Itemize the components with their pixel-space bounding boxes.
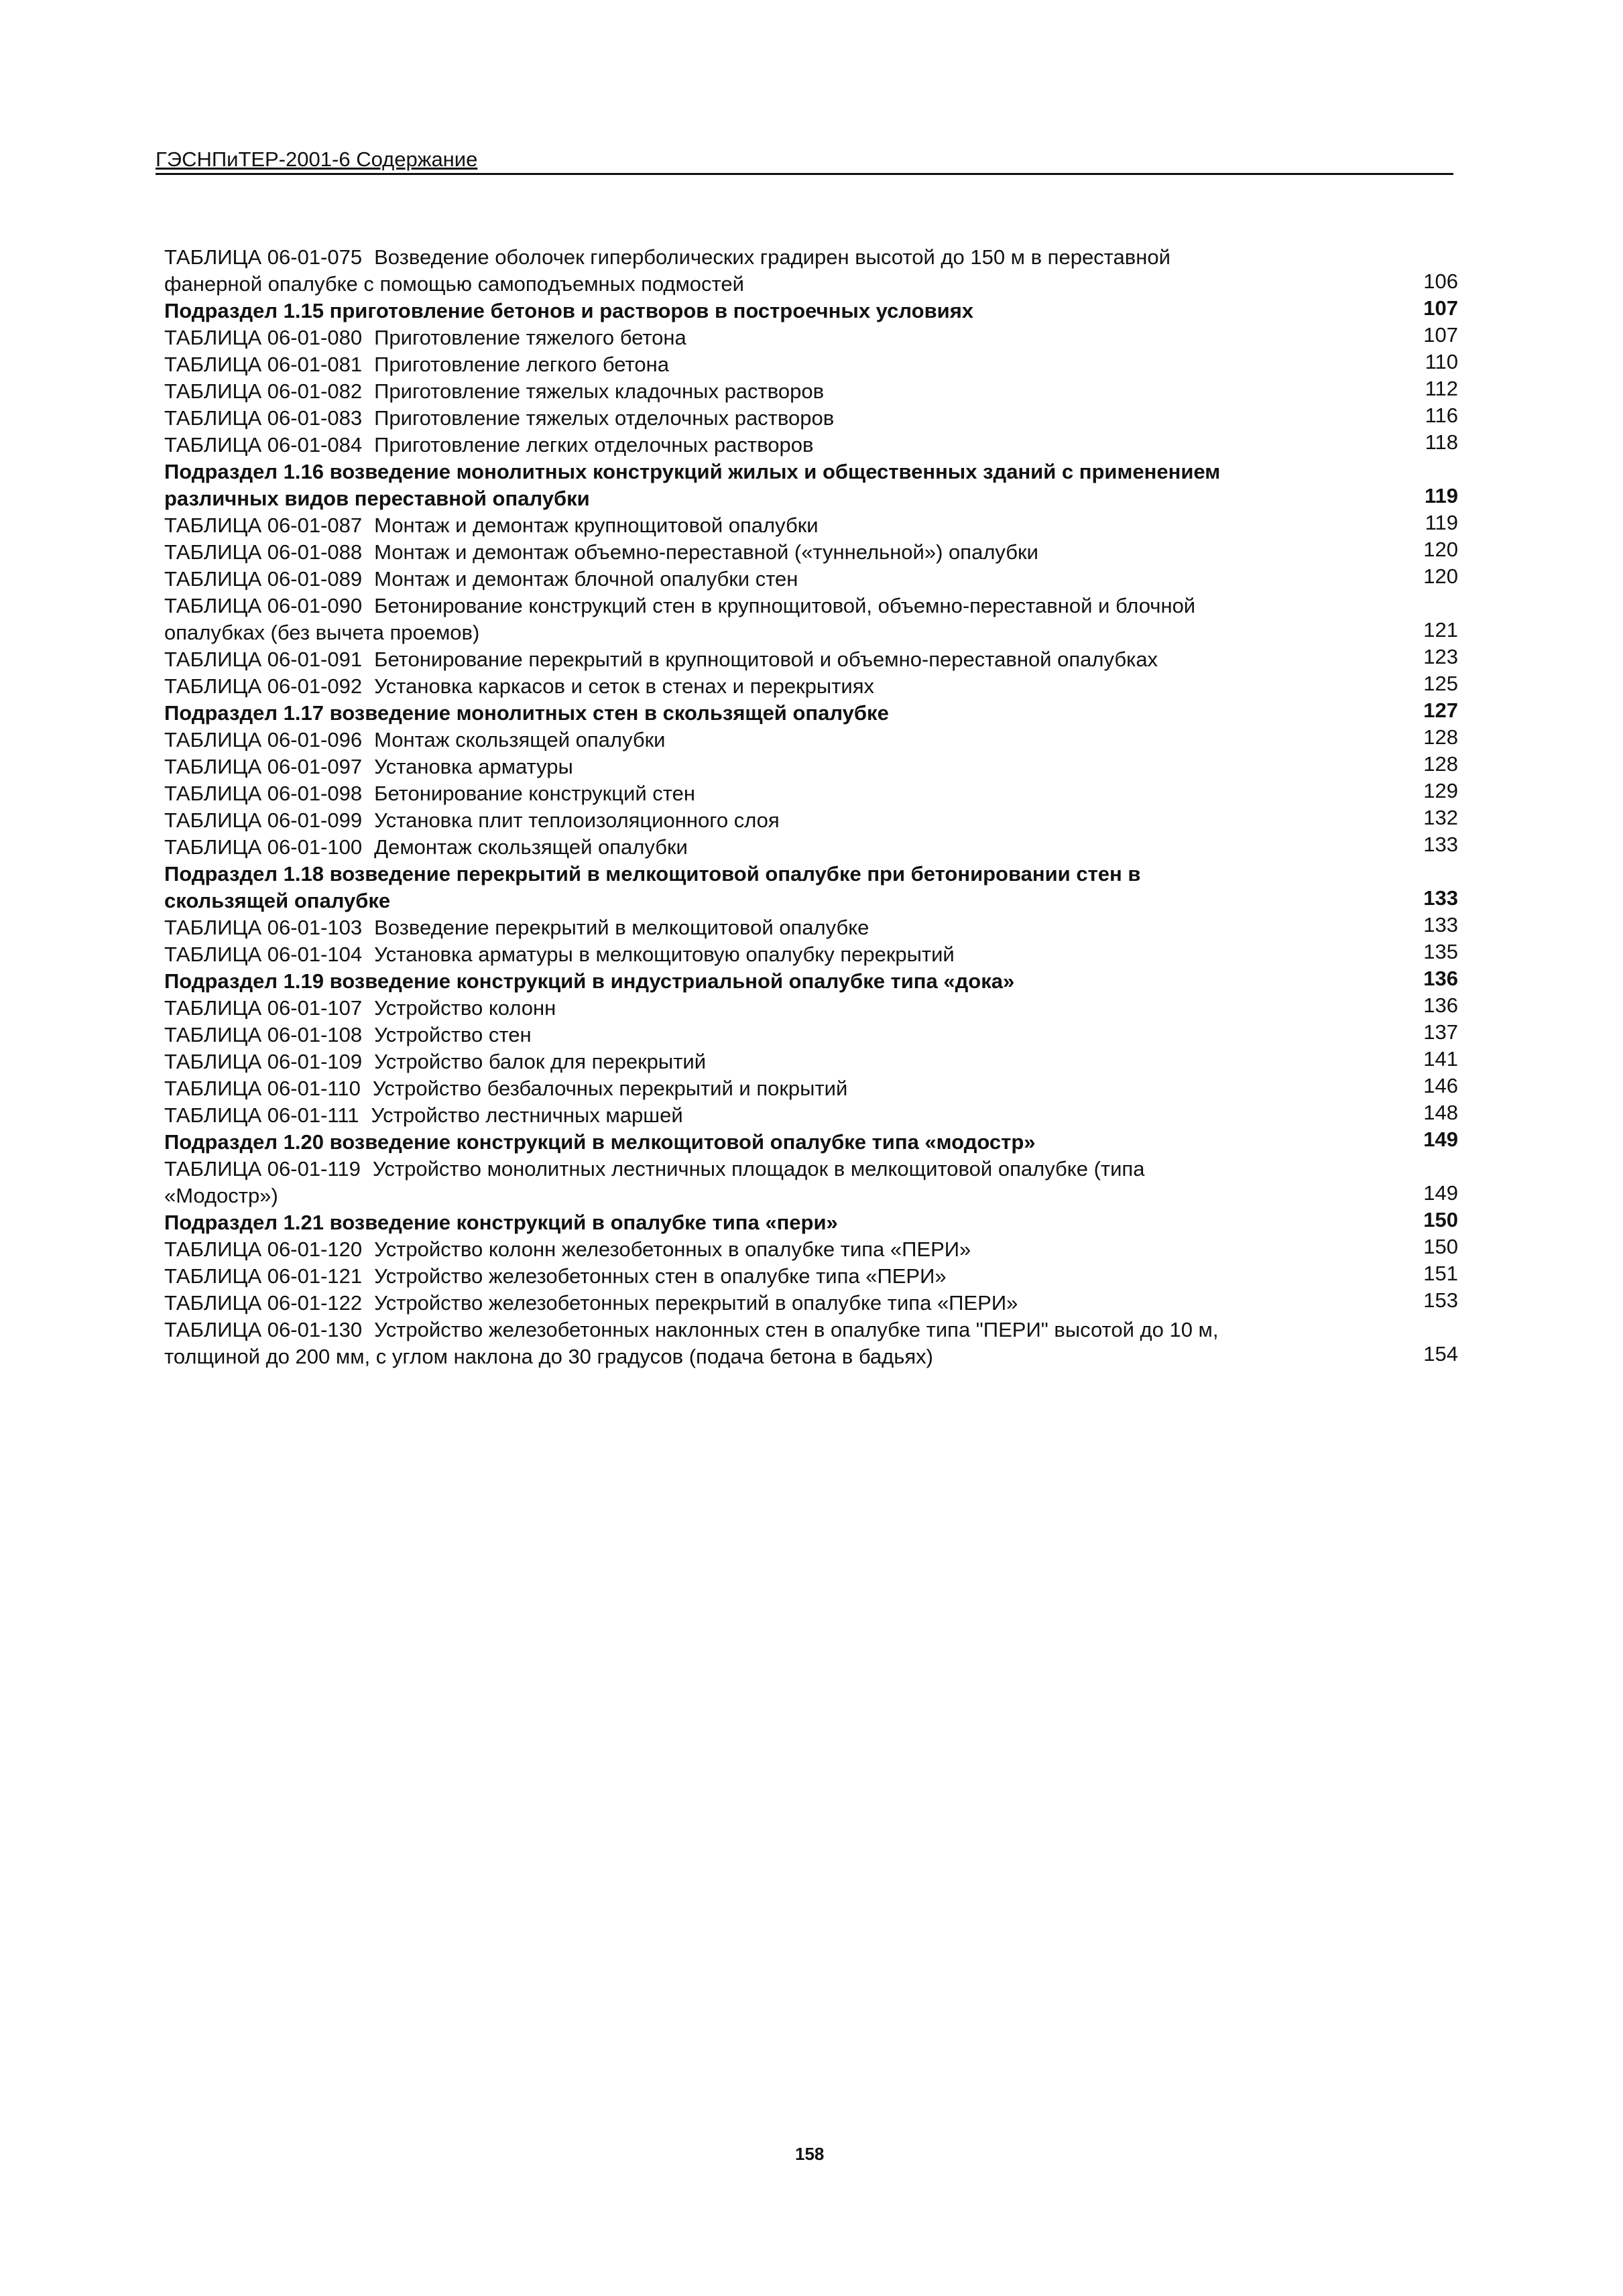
toc-page-number: 133	[1423, 886, 1458, 910]
toc-entry-title: Приготовление легкого бетона	[374, 353, 669, 376]
toc-entry-title: Бетонирование перекрытий в крупнощитовой и объемно-переставной опалубках	[374, 648, 1158, 671]
toc-table-code: ТАБЛИЦА 06-01-088	[164, 540, 363, 564]
toc-entry-title: Устройство лестничных маршей	[371, 1103, 683, 1127]
toc-page-number: 123	[1423, 645, 1458, 668]
toc-entry-title: Подраздел 1.20 возведение конструкций в мелкощитовой опалубке типа «модостр»	[164, 1130, 1036, 1154]
toc-page-number: 149	[1423, 1128, 1458, 1151]
toc-table-code: ТАБЛИЦА 06-01-107	[164, 996, 363, 1020]
table-of-contents	[164, 244, 1465, 1370]
toc-page-number: 150	[1423, 1235, 1458, 1258]
toc-page-number: 149	[1423, 1181, 1458, 1205]
toc-entry-line	[164, 459, 1465, 485]
toc-entry-line	[164, 1317, 1465, 1343]
toc-table-code: ТАБЛИЦА 06-01-122	[164, 1291, 363, 1315]
toc-table-code: ТАБЛИЦА 06-01-104	[164, 943, 363, 966]
toc-entry-title: Монтаж и демонтаж блочной опалубки стен	[374, 567, 798, 591]
toc-entry-title: Устройство безбалочных перекрытий и покрытий	[372, 1077, 848, 1100]
toc-table-entry	[164, 727, 1465, 753]
toc-entry-title: Подраздел 1.18 возведение перекрытий в мелкощитовой опалубке при бетонировании стен в	[164, 862, 1141, 886]
toc-page-number: 110	[1425, 350, 1458, 373]
toc-table-entry	[164, 432, 1465, 459]
toc-table-entry	[164, 914, 1465, 941]
toc-table-code: ТАБЛИЦА 06-01-096	[164, 728, 363, 751]
toc-subsection-entry	[164, 700, 1465, 727]
toc-entry-line	[164, 1156, 1465, 1183]
toc-entry-title: «Модостр»)	[164, 1184, 278, 1207]
toc-entry-title: Установка плит теплоизоляционного слоя	[374, 808, 780, 832]
toc-entry-line	[164, 298, 1465, 324]
toc-page-number: 107	[1423, 296, 1458, 320]
toc-entry-line	[164, 244, 1465, 271]
toc-page-number: 154	[1423, 1342, 1458, 1366]
toc-entry-line	[164, 512, 1465, 539]
toc-entry-line	[164, 1075, 1465, 1102]
toc-entry-line	[164, 1290, 1465, 1317]
toc-table-entry	[164, 807, 1465, 834]
toc-table-entry	[164, 324, 1465, 351]
toc-table-entry	[164, 512, 1465, 539]
toc-table-entry	[164, 941, 1465, 968]
toc-entry-title: Устройство монолитных лестничных площадок в мелкощитовой опалубке (типа	[372, 1157, 1145, 1181]
toc-entry-title: Возведение оболочек гиперболических градирен высотой до 150 м в переставной	[374, 245, 1170, 269]
toc-table-code: ТАБЛИЦА 06-01-089	[164, 567, 363, 591]
toc-entry-line	[164, 834, 1465, 861]
toc-entry-title: различных видов переставной опалубки	[164, 487, 590, 510]
toc-subsection-entry	[164, 968, 1465, 995]
toc-entry-title: Устройство железобетонных стен в опалубке типа «ПЕРИ»	[374, 1264, 947, 1288]
toc-table-entry	[164, 593, 1465, 646]
toc-table-code: ТАБЛИЦА 06-01-119	[164, 1157, 361, 1181]
toc-table-entry	[164, 1290, 1465, 1317]
toc-entry-line	[164, 700, 1465, 727]
toc-entry-title: Приготовление тяжелых кладочных растворов	[374, 379, 825, 403]
toc-entry-line	[164, 1236, 1465, 1263]
toc-entry-title: Демонтаж скользящей опалубки	[374, 835, 688, 859]
toc-entry-title: Подраздел 1.15 приготовление бетонов и растворов в построечных условиях	[164, 299, 974, 322]
toc-entry-title: скользящей опалубке	[164, 889, 391, 912]
toc-page-number: 137	[1423, 1020, 1458, 1044]
toc-entry-title: Монтаж и демонтаж объемно-переставной («туннельной») опалубки	[374, 540, 1038, 564]
toc-table-entry	[164, 1236, 1465, 1263]
toc-table-code: ТАБЛИЦА 06-01-083	[164, 406, 363, 430]
toc-table-code: ТАБЛИЦА 06-01-097	[164, 755, 363, 778]
toc-table-entry	[164, 1075, 1465, 1102]
toc-page-number: 121	[1423, 618, 1458, 642]
toc-table-entry	[164, 566, 1465, 593]
toc-entry-line	[164, 888, 1465, 914]
toc-table-entry	[164, 1022, 1465, 1048]
toc-entry-title: Устройство колонн	[374, 996, 556, 1020]
toc-page-number: 148	[1423, 1101, 1458, 1124]
toc-page-number: 127	[1423, 699, 1458, 722]
toc-table-code: ТАБЛИЦА 06-01-103	[164, 916, 363, 939]
document-title: ГЭСНПиТЕР-2001-6 Содержание	[156, 147, 478, 171]
toc-entry-line	[164, 646, 1465, 673]
toc-page-number: 153	[1423, 1288, 1458, 1312]
toc-table-entry	[164, 834, 1465, 861]
toc-entry-title: Монтаж скользящей опалубки	[374, 728, 666, 751]
toc-entry-line	[164, 566, 1465, 593]
toc-subsection-entry	[164, 459, 1465, 512]
toc-entry-line	[164, 593, 1465, 619]
toc-table-code: ТАБЛИЦА 06-01-130	[164, 1318, 363, 1341]
toc-entry-line	[164, 941, 1465, 968]
toc-page-number: 128	[1423, 725, 1458, 749]
toc-entry-title: Устройство колонн железобетонных в опалубке типа «ПЕРИ»	[374, 1237, 971, 1261]
toc-table-code: ТАБЛИЦА 06-01-082	[164, 379, 363, 403]
toc-table-code: ТАБЛИЦА 06-01-098	[164, 782, 363, 805]
toc-entry-title: Устройство железобетонных наклонных стен в опалубке типа "ПЕРИ" высотой до 10 м,	[374, 1318, 1219, 1341]
toc-table-code: ТАБЛИЦА 06-01-090	[164, 594, 363, 617]
toc-entry-title: толщиной до 200 мм, с углом наклона до 30 градусов (подача бетона в бадьях)	[164, 1345, 933, 1368]
toc-table-entry	[164, 753, 1465, 780]
toc-entry-title: Устройство железобетонных перекрытий в опалубке типа «ПЕРИ»	[374, 1291, 1018, 1315]
toc-page-number: 118	[1425, 430, 1458, 454]
toc-page-number: 128	[1423, 752, 1458, 776]
toc-entry-title: Подраздел 1.21 возведение конструкций в опалубке типа «пери»	[164, 1211, 838, 1234]
page-number: 158	[795, 2144, 825, 2164]
toc-entry-line	[164, 539, 1465, 566]
toc-page-number: 136	[1423, 967, 1458, 990]
toc-entry-line	[164, 378, 1465, 405]
toc-page-number: 141	[1423, 1047, 1458, 1071]
toc-entry-line	[164, 753, 1465, 780]
toc-table-entry	[164, 1048, 1465, 1075]
toc-table-entry	[164, 646, 1465, 673]
toc-page-number: 151	[1423, 1262, 1458, 1285]
toc-entry-line	[164, 485, 1465, 512]
toc-page-number: 132	[1423, 806, 1458, 829]
toc-table-entry	[164, 378, 1465, 405]
toc-page-number: 129	[1423, 779, 1458, 802]
toc-table-code: ТАБЛИЦА 06-01-108	[164, 1023, 363, 1046]
toc-entry-line	[164, 1102, 1465, 1129]
toc-table-entry	[164, 780, 1465, 807]
toc-table-code: ТАБЛИЦА 06-01-109	[164, 1050, 363, 1073]
toc-subsection-entry	[164, 1209, 1465, 1236]
toc-table-entry	[164, 539, 1465, 566]
toc-entry-title: Бетонирование конструкций стен в крупнощитовой, объемно-переставной и блочной	[374, 594, 1196, 617]
toc-entry-line	[164, 1048, 1465, 1075]
toc-page-number: 112	[1425, 377, 1458, 400]
toc-entry-line	[164, 780, 1465, 807]
toc-entry-line	[164, 1209, 1465, 1236]
toc-entry-title: Устройство стен	[374, 1023, 532, 1046]
toc-entry-title: Монтаж и демонтаж крупнощитовой опалубки	[374, 513, 819, 537]
toc-entry-title: Приготовление тяжелого бетона	[374, 326, 686, 349]
toc-entry-line	[164, 405, 1465, 432]
page-header	[156, 147, 1453, 175]
toc-table-entry	[164, 405, 1465, 432]
toc-entry-title: Приготовление легких отделочных растворов	[374, 433, 814, 457]
toc-table-entry	[164, 1263, 1465, 1290]
toc-page-number: 120	[1423, 538, 1458, 561]
toc-entry-line	[164, 727, 1465, 753]
toc-entry-line	[164, 1183, 1465, 1209]
toc-page-number: 119	[1424, 484, 1458, 507]
toc-table-code: ТАБЛИЦА 06-01-080	[164, 326, 363, 349]
toc-table-code: ТАБЛИЦА 06-01-100	[164, 835, 363, 859]
toc-entry-title: Устройство балок для перекрытий	[374, 1050, 707, 1073]
toc-entry-line	[164, 673, 1465, 700]
toc-table-code: ТАБЛИЦА 06-01-110	[164, 1077, 361, 1100]
toc-entry-line	[164, 324, 1465, 351]
toc-entry-title: Бетонирование конструкций стен	[374, 782, 695, 805]
toc-page-number: 135	[1423, 940, 1458, 963]
toc-entry-title: фанерной опалубке с помощью самоподъемных подмостей	[164, 272, 744, 296]
toc-table-code: ТАБЛИЦА 06-01-120	[164, 1237, 363, 1261]
toc-entry-line	[164, 351, 1465, 378]
toc-page-number: 116	[1425, 404, 1458, 427]
toc-page-number: 146	[1423, 1074, 1458, 1097]
toc-table-entry	[164, 995, 1465, 1022]
toc-entry-line	[164, 432, 1465, 459]
toc-entry-line	[164, 1022, 1465, 1048]
toc-page-number: 136	[1423, 993, 1458, 1017]
toc-table-code: ТАБЛИЦА 06-01-091	[164, 648, 363, 671]
toc-table-code: ТАБЛИЦА 06-01-121	[164, 1264, 363, 1288]
toc-table-entry	[164, 673, 1465, 700]
toc-table-entry	[164, 1102, 1465, 1129]
toc-entry-title: Установка арматуры	[374, 755, 573, 778]
toc-entry-line	[164, 861, 1465, 888]
toc-page-number: 150	[1423, 1208, 1458, 1231]
toc-subsection-entry	[164, 861, 1465, 914]
toc-entry-line	[164, 271, 1465, 298]
toc-entry-title: Установка арматуры в мелкощитовую опалубку перекрытий	[374, 943, 955, 966]
toc-table-entry	[164, 351, 1465, 378]
toc-entry-title: Подраздел 1.17 возведение монолитных стен в скользящей опалубке	[164, 701, 889, 725]
toc-table-code: ТАБЛИЦА 06-01-111	[164, 1103, 359, 1127]
toc-table-code: ТАБЛИЦА 06-01-075	[164, 245, 363, 269]
toc-page-number: 106	[1423, 269, 1458, 293]
toc-entry-title: Установка каркасов и сеток в стенах и перекрытиях	[374, 674, 875, 698]
toc-subsection-entry	[164, 298, 1465, 324]
toc-entry-title: Возведение перекрытий в мелкощитовой опалубке	[374, 916, 869, 939]
toc-subsection-entry	[164, 1129, 1465, 1156]
toc-table-code: ТАБЛИЦА 06-01-099	[164, 808, 363, 832]
toc-page-number: 133	[1423, 913, 1458, 936]
toc-table-code: ТАБЛИЦА 06-01-087	[164, 513, 363, 537]
toc-table-entry	[164, 244, 1465, 298]
toc-table-entry	[164, 1156, 1465, 1209]
toc-entry-title: опалубках (без вычета проемов)	[164, 621, 480, 644]
toc-table-entry	[164, 1317, 1465, 1370]
toc-table-code: ТАБЛИЦА 06-01-092	[164, 674, 363, 698]
toc-entry-line	[164, 1343, 1465, 1370]
toc-entry-title: Приготовление тяжелых отделочных растворов	[374, 406, 835, 430]
toc-table-code: ТАБЛИЦА 06-01-084	[164, 433, 363, 457]
toc-entry-line	[164, 1129, 1465, 1156]
toc-table-code: ТАБЛИЦА 06-01-081	[164, 353, 363, 376]
toc-page-number: 119	[1425, 511, 1458, 534]
toc-entry-line	[164, 807, 1465, 834]
toc-page-number: 133	[1423, 833, 1458, 856]
toc-page-number: 125	[1423, 672, 1458, 695]
toc-entry-line	[164, 995, 1465, 1022]
toc-page-number: 120	[1423, 564, 1458, 588]
toc-entry-line	[164, 619, 1465, 646]
toc-entry-line	[164, 968, 1465, 995]
toc-entry-title: Подраздел 1.16 возведение монолитных конструкций жилых и общественных зданий с применением	[164, 460, 1221, 483]
toc-entry-line	[164, 1263, 1465, 1290]
toc-entry-line	[164, 914, 1465, 941]
toc-entry-title: Подраздел 1.19 возведение конструкций в индустриальной опалубке типа «дока»	[164, 969, 1015, 993]
toc-page-number: 107	[1423, 323, 1458, 347]
